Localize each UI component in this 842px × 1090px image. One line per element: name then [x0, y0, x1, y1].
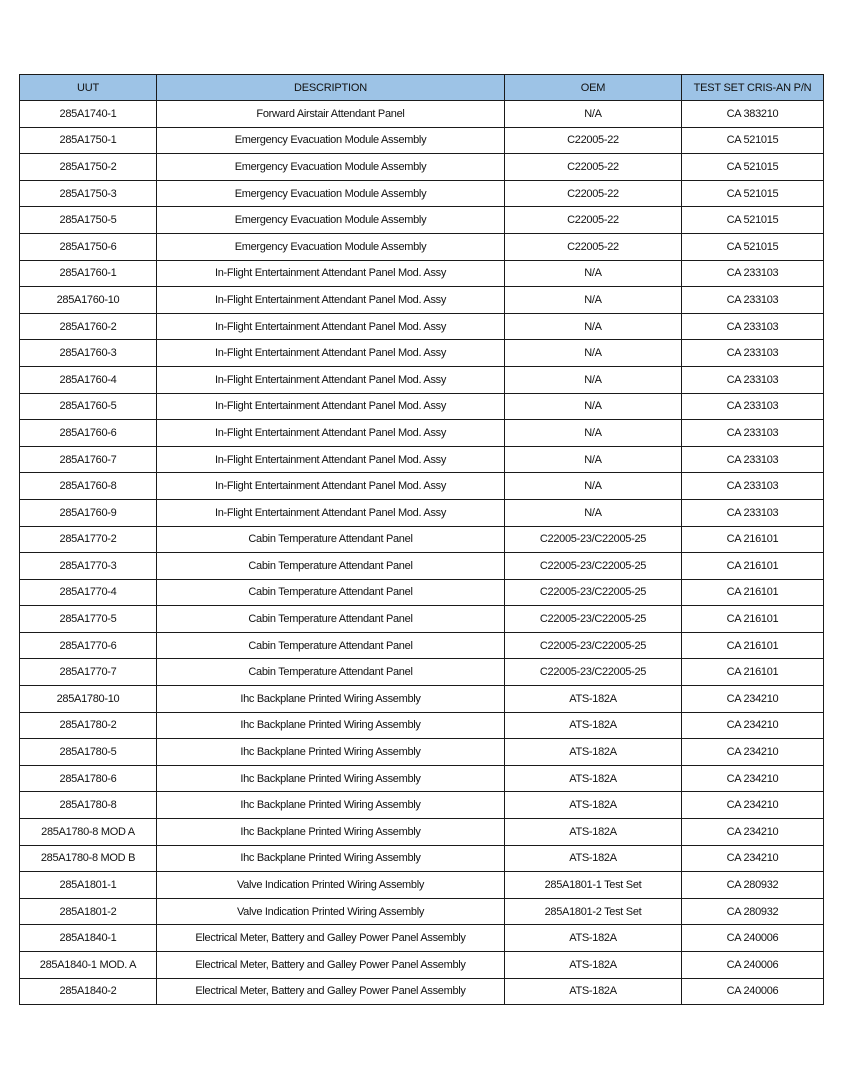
- description-cell: Electrical Meter, Battery and Galley Power Panel Assembly: [157, 925, 505, 952]
- table-row: [20, 739, 824, 766]
- uut-cell: 285A1770-5: [20, 606, 157, 633]
- header-oem: OEM: [505, 75, 682, 101]
- description-cell: In-Flight Entertainment Attendant Panel Mod. Assy: [157, 393, 505, 420]
- parts-table: [19, 74, 824, 1005]
- description-cell: In-Flight Entertainment Attendant Panel Mod. Assy: [157, 420, 505, 447]
- description-cell: Emergency Evacuation Module Assembly: [157, 154, 505, 181]
- description-cell: Ihc Backplane Printed Wiring Assembly: [157, 739, 505, 766]
- test-set-cell: CA 280932: [682, 872, 824, 899]
- uut-cell: 285A1770-4: [20, 579, 157, 606]
- oem-cell: N/A: [505, 340, 682, 367]
- uut-cell: 285A1840-1: [20, 925, 157, 952]
- oem-cell: ATS-182A: [505, 686, 682, 713]
- uut-cell: 285A1760-6: [20, 420, 157, 447]
- oem-cell: N/A: [505, 287, 682, 314]
- description-cell: Valve Indication Printed Wiring Assembly: [157, 898, 505, 925]
- header-row: [20, 75, 824, 101]
- table-body: [20, 101, 824, 1005]
- oem-cell: C22005-23/C22005-25: [505, 526, 682, 553]
- table-row: [20, 154, 824, 181]
- oem-cell: N/A: [505, 420, 682, 447]
- uut-cell: 285A1750-3: [20, 180, 157, 207]
- description-cell: Cabin Temperature Attendant Panel: [157, 659, 505, 686]
- uut-cell: 285A1750-6: [20, 233, 157, 260]
- description-cell: Valve Indication Printed Wiring Assembly: [157, 872, 505, 899]
- description-cell: Cabin Temperature Attendant Panel: [157, 526, 505, 553]
- uut-cell: 285A1750-2: [20, 154, 157, 181]
- table-row: [20, 260, 824, 287]
- description-cell: In-Flight Entertainment Attendant Panel Mod. Assy: [157, 260, 505, 287]
- description-cell: Ihc Backplane Printed Wiring Assembly: [157, 792, 505, 819]
- table-row: [20, 553, 824, 580]
- test-set-cell: CA 233103: [682, 473, 824, 500]
- description-cell: In-Flight Entertainment Attendant Panel Mod. Assy: [157, 340, 505, 367]
- uut-cell: 285A1760-9: [20, 499, 157, 526]
- table-row: [20, 393, 824, 420]
- uut-cell: 285A1770-3: [20, 553, 157, 580]
- description-cell: Emergency Evacuation Module Assembly: [157, 180, 505, 207]
- table-row: [20, 659, 824, 686]
- table-row: [20, 446, 824, 473]
- uut-cell: 285A1770-6: [20, 632, 157, 659]
- description-cell: In-Flight Entertainment Attendant Panel Mod. Assy: [157, 446, 505, 473]
- table-row: [20, 127, 824, 154]
- oem-cell: C22005-23/C22005-25: [505, 632, 682, 659]
- uut-cell: 285A1770-2: [20, 526, 157, 553]
- test-set-cell: CA 233103: [682, 287, 824, 314]
- table-row: [20, 898, 824, 925]
- oem-cell: ATS-182A: [505, 925, 682, 952]
- description-cell: Ihc Backplane Printed Wiring Assembly: [157, 686, 505, 713]
- description-cell: In-Flight Entertainment Attendant Panel Mod. Assy: [157, 499, 505, 526]
- table-row: [20, 526, 824, 553]
- oem-cell: C22005-23/C22005-25: [505, 659, 682, 686]
- test-set-cell: CA 234210: [682, 765, 824, 792]
- uut-cell: 285A1760-8: [20, 473, 157, 500]
- table-row: [20, 632, 824, 659]
- description-cell: Emergency Evacuation Module Assembly: [157, 207, 505, 234]
- table-row: [20, 101, 824, 128]
- uut-cell: 285A1760-5: [20, 393, 157, 420]
- uut-cell: 285A1801-1: [20, 872, 157, 899]
- description-cell: Ihc Backplane Printed Wiring Assembly: [157, 819, 505, 846]
- description-cell: In-Flight Entertainment Attendant Panel Mod. Assy: [157, 473, 505, 500]
- test-set-cell: CA 234210: [682, 712, 824, 739]
- test-set-cell: CA 216101: [682, 526, 824, 553]
- uut-cell: 285A1760-3: [20, 340, 157, 367]
- uut-cell: 285A1760-10: [20, 287, 157, 314]
- test-set-cell: CA 521015: [682, 180, 824, 207]
- oem-cell: 285A1801-2 Test Set: [505, 898, 682, 925]
- test-set-cell: CA 234210: [682, 819, 824, 846]
- description-cell: Forward Airstair Attendant Panel: [157, 101, 505, 128]
- test-set-cell: CA 240006: [682, 925, 824, 952]
- table-row: [20, 952, 824, 979]
- header-uut: UUT: [20, 75, 157, 101]
- description-cell: Ihc Backplane Printed Wiring Assembly: [157, 765, 505, 792]
- oem-cell: C22005-23/C22005-25: [505, 579, 682, 606]
- oem-cell: C22005-22: [505, 233, 682, 260]
- oem-cell: ATS-182A: [505, 952, 682, 979]
- test-set-cell: CA 521015: [682, 233, 824, 260]
- oem-cell: N/A: [505, 446, 682, 473]
- oem-cell: C22005-22: [505, 207, 682, 234]
- table-row: [20, 792, 824, 819]
- description-cell: Electrical Meter, Battery and Galley Power Panel Assembly: [157, 978, 505, 1005]
- oem-cell: ATS-182A: [505, 819, 682, 846]
- test-set-cell: CA 233103: [682, 446, 824, 473]
- description-cell: Ihc Backplane Printed Wiring Assembly: [157, 712, 505, 739]
- description-cell: In-Flight Entertainment Attendant Panel Mod. Assy: [157, 366, 505, 393]
- uut-cell: 285A1750-5: [20, 207, 157, 234]
- table-row: [20, 765, 824, 792]
- test-set-cell: CA 521015: [682, 207, 824, 234]
- oem-cell: N/A: [505, 473, 682, 500]
- uut-cell: 285A1770-7: [20, 659, 157, 686]
- uut-cell: 285A1760-7: [20, 446, 157, 473]
- table-row: [20, 845, 824, 872]
- test-set-cell: CA 216101: [682, 553, 824, 580]
- oem-cell: ATS-182A: [505, 978, 682, 1005]
- oem-cell: N/A: [505, 393, 682, 420]
- table-row: [20, 499, 824, 526]
- description-cell: Emergency Evacuation Module Assembly: [157, 233, 505, 260]
- table-row: [20, 925, 824, 952]
- table-row: [20, 420, 824, 447]
- test-set-cell: CA 234210: [682, 686, 824, 713]
- uut-cell: 285A1740-1: [20, 101, 157, 128]
- oem-cell: C22005-23/C22005-25: [505, 606, 682, 633]
- test-set-cell: CA 233103: [682, 499, 824, 526]
- table-row: [20, 366, 824, 393]
- table-row: [20, 233, 824, 260]
- test-set-cell: CA 233103: [682, 366, 824, 393]
- description-cell: Cabin Temperature Attendant Panel: [157, 579, 505, 606]
- oem-cell: C22005-23/C22005-25: [505, 553, 682, 580]
- description-cell: Cabin Temperature Attendant Panel: [157, 606, 505, 633]
- test-set-cell: CA 521015: [682, 154, 824, 181]
- table-row: [20, 207, 824, 234]
- table-row: [20, 686, 824, 713]
- oem-cell: ATS-182A: [505, 765, 682, 792]
- uut-cell: 285A1780-8 MOD A: [20, 819, 157, 846]
- test-set-cell: CA 383210: [682, 101, 824, 128]
- uut-cell: 285A1780-10: [20, 686, 157, 713]
- oem-cell: N/A: [505, 101, 682, 128]
- description-cell: Cabin Temperature Attendant Panel: [157, 632, 505, 659]
- test-set-cell: CA 233103: [682, 393, 824, 420]
- oem-cell: ATS-182A: [505, 845, 682, 872]
- oem-cell: N/A: [505, 366, 682, 393]
- table-row: [20, 872, 824, 899]
- table-row: [20, 819, 824, 846]
- oem-cell: ATS-182A: [505, 792, 682, 819]
- header-test-set: TEST SET CRIS-AN P/N: [682, 75, 824, 101]
- uut-cell: 285A1840-2: [20, 978, 157, 1005]
- test-set-cell: CA 233103: [682, 313, 824, 340]
- header-description: DESCRIPTION: [157, 75, 505, 101]
- oem-cell: ATS-182A: [505, 739, 682, 766]
- uut-cell: 285A1760-2: [20, 313, 157, 340]
- table-row: [20, 606, 824, 633]
- table-row: [20, 313, 824, 340]
- uut-cell: 285A1780-6: [20, 765, 157, 792]
- test-set-cell: CA 280932: [682, 898, 824, 925]
- uut-cell: 285A1840-1 MOD. A: [20, 952, 157, 979]
- test-set-cell: CA 240006: [682, 952, 824, 979]
- description-cell: In-Flight Entertainment Attendant Panel Mod. Assy: [157, 287, 505, 314]
- table-row: [20, 180, 824, 207]
- table-row: [20, 473, 824, 500]
- test-set-cell: CA 234210: [682, 739, 824, 766]
- uut-cell: 285A1750-1: [20, 127, 157, 154]
- uut-cell: 285A1780-5: [20, 739, 157, 766]
- test-set-cell: CA 216101: [682, 632, 824, 659]
- uut-cell: 285A1760-1: [20, 260, 157, 287]
- table-row: [20, 978, 824, 1005]
- uut-cell: 285A1780-2: [20, 712, 157, 739]
- oem-cell: C22005-22: [505, 180, 682, 207]
- test-set-cell: CA 521015: [682, 127, 824, 154]
- test-set-cell: CA 233103: [682, 340, 824, 367]
- description-cell: In-Flight Entertainment Attendant Panel Mod. Assy: [157, 313, 505, 340]
- table-row: [20, 287, 824, 314]
- description-cell: Electrical Meter, Battery and Galley Power Panel Assembly: [157, 952, 505, 979]
- oem-cell: N/A: [505, 260, 682, 287]
- test-set-cell: CA 216101: [682, 579, 824, 606]
- test-set-cell: CA 233103: [682, 260, 824, 287]
- description-cell: Ihc Backplane Printed Wiring Assembly: [157, 845, 505, 872]
- uut-cell: 285A1801-2: [20, 898, 157, 925]
- oem-cell: C22005-22: [505, 127, 682, 154]
- test-set-cell: CA 240006: [682, 978, 824, 1005]
- oem-cell: C22005-22: [505, 154, 682, 181]
- test-set-cell: CA 234210: [682, 792, 824, 819]
- test-set-cell: CA 233103: [682, 420, 824, 447]
- test-set-cell: CA 216101: [682, 659, 824, 686]
- oem-cell: 285A1801-1 Test Set: [505, 872, 682, 899]
- oem-cell: N/A: [505, 313, 682, 340]
- oem-cell: ATS-182A: [505, 712, 682, 739]
- table-row: [20, 712, 824, 739]
- oem-cell: N/A: [505, 499, 682, 526]
- table-row: [20, 340, 824, 367]
- uut-cell: 285A1780-8 MOD B: [20, 845, 157, 872]
- uut-cell: 285A1780-8: [20, 792, 157, 819]
- test-set-cell: CA 234210: [682, 845, 824, 872]
- uut-cell: 285A1760-4: [20, 366, 157, 393]
- test-set-cell: CA 216101: [682, 606, 824, 633]
- description-cell: Cabin Temperature Attendant Panel: [157, 553, 505, 580]
- description-cell: Emergency Evacuation Module Assembly: [157, 127, 505, 154]
- table-row: [20, 579, 824, 606]
